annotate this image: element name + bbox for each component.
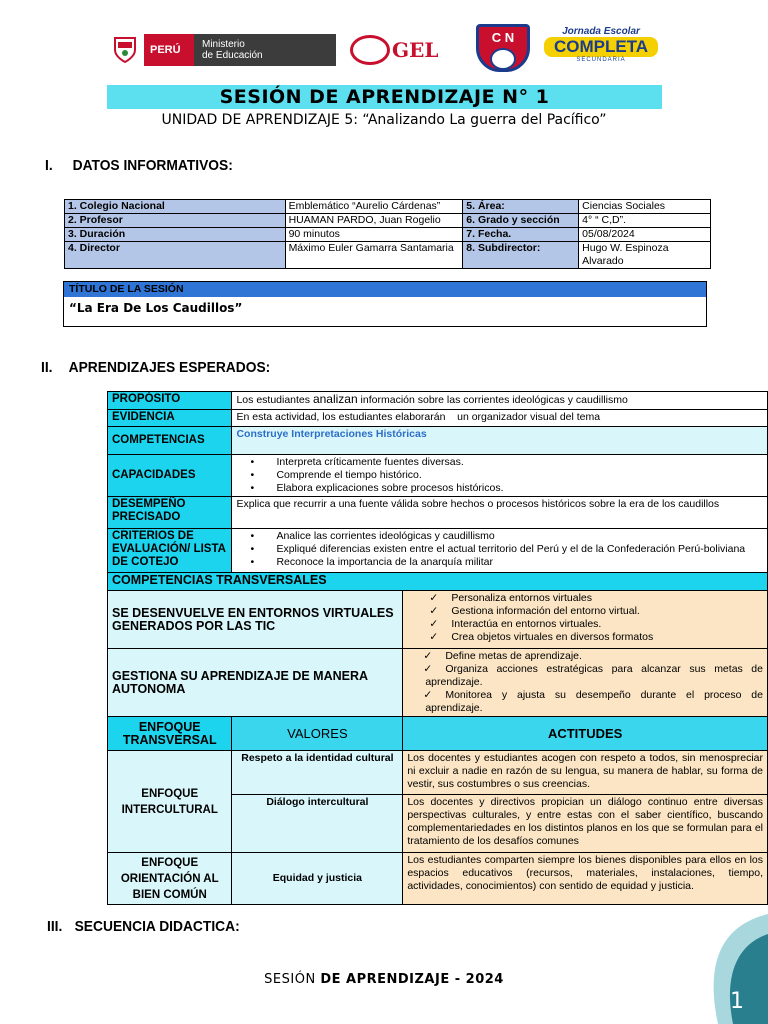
- list-item: • Reconoce la importancia de la anarquía militar: [256, 556, 763, 569]
- valor-cell: Equidad y justicia: [232, 853, 403, 905]
- table-row: [108, 497, 768, 529]
- criterios-list: [236, 530, 763, 569]
- section-number: III.: [47, 918, 63, 935]
- jec-sub-label: SECUNDARIA: [576, 57, 626, 63]
- datos-label: 3. Duración: [65, 228, 286, 242]
- actitud-cell: Los estudiantes comparten siempre los bienes disponibles para ellos en los espacios educativos (recursos, materiales, instalaciones, tiempo, actividades, conocimientos) con sentido de equidad y justicia.: [403, 853, 768, 905]
- cn-emblem-icon: [490, 48, 516, 70]
- capacidades-label: CAPACIDADES: [108, 455, 232, 497]
- datos-value: 4° “ C,D”.: [579, 214, 711, 228]
- datos-label: 8. Subdirector:: [463, 242, 579, 269]
- proposito-pre: Los estudiantes: [236, 394, 313, 406]
- criterios-list-cell: [232, 529, 768, 573]
- table-row: [108, 717, 768, 751]
- section-title: DATOS INFORMATIVOS:: [72, 157, 233, 174]
- unidad-subtitle: UNIDAD DE APRENDIZAJE 5: “Analizando La guerra del Pacífico”: [161, 112, 607, 128]
- datos-label: 4. Director: [65, 242, 286, 269]
- list-item: ✓ Interactúa en entornos virtuales.: [431, 618, 763, 631]
- proposito-value: [232, 392, 768, 410]
- tic-list-cell: [403, 591, 768, 649]
- enfoque-bien-comun-label: ENFOQUE ORIENTACIÓN AL BIEN COMÚN: [108, 853, 232, 905]
- table-row: [108, 573, 768, 591]
- titulo-sesion-label: TÍTULO DE LA SESIÓN: [64, 282, 706, 297]
- transversales-header: COMPETENCIAS TRANSVERSALES: [108, 573, 768, 591]
- table-row: [65, 242, 711, 269]
- list-item: • Analice las corrientes ideológicas y caudillismo: [256, 530, 763, 543]
- list-item: ✓ Gestiona información del entorno virtual.: [431, 605, 763, 618]
- table-row: [108, 392, 768, 410]
- datos-value: Hugo W. Espinoza Alvarado: [579, 242, 711, 269]
- competencias-value: Construye Interpretaciones Históricas: [232, 427, 768, 455]
- table-row: [108, 427, 768, 455]
- actitudes-header: ACTITUDES: [403, 717, 768, 751]
- datos-label: 7. Fecha.: [463, 228, 579, 242]
- titulo-sesion-value: “La Era De Los Caudillos”: [69, 301, 243, 315]
- gestiona-competencia-label: GESTIONA SU APRENDIZAJE DE MANERA AUTONOMA: [108, 649, 403, 717]
- list-item: ✓ Organiza acciones estratégicas para alcanzar sus metas de aprendizaje.: [425, 663, 763, 689]
- section-heading-datos: [45, 157, 233, 174]
- proposito-verb: analizan: [312, 392, 358, 406]
- ugel-ring-icon: [350, 35, 390, 65]
- jec-logo: [544, 26, 658, 70]
- header-logos: [106, 24, 666, 72]
- list-item: ✓ Crea objetos virtuales en diversos formatos: [431, 631, 763, 644]
- ministerio-label: Ministerio de Educación: [194, 34, 336, 66]
- valor-cell: Respeto a la identidad cultural: [232, 751, 403, 795]
- cn-label: C N: [491, 30, 515, 45]
- valor-cell: Diálogo intercultural: [232, 795, 403, 853]
- list-item: • Comprende el tiempo histórico.: [256, 469, 763, 482]
- enfoque-intercultural-label: ENFOQUE INTERCULTURAL: [108, 751, 232, 853]
- table-row: [108, 410, 768, 427]
- datos-label: 6. Grado y sección: [463, 214, 579, 228]
- datos-value: HUAMAN PARDO, Juan Rogelio: [285, 214, 463, 228]
- tic-competencia-label: SE DESENVUELVE EN ENTORNOS VIRTUALES GENERADOS POR LAS TIC: [108, 591, 403, 649]
- enfoque-header: ENFOQUE TRANSVERSAL: [108, 717, 232, 751]
- table-row: [65, 228, 711, 242]
- capacidades-list-cell: [232, 455, 768, 497]
- valores-header: VALORES: [232, 717, 403, 751]
- proposito-post: información sobre las corrientes ideológicas y caudillismo: [357, 394, 628, 406]
- datos-label: 2. Profesor: [65, 214, 286, 228]
- actitud-cell: Los docentes y estudiantes acogen con respeto a todos, sin menospreciar ni excluir a nadie en razón de su lengua, su manera de hablar, su forma de vestir, sus costumbres o sus creencias.: [403, 751, 768, 795]
- table-row: [108, 853, 768, 905]
- gestiona-list: [407, 650, 763, 715]
- list-item: • Expliqué diferencias existen entre el actual territorio del Perú y el de la Confederación Perú-boliviana: [256, 543, 763, 556]
- section-number: I.: [45, 157, 53, 174]
- datos-informativos-table: [64, 199, 711, 269]
- session-title: SESIÓN DE APRENDIZAJE N° 1: [107, 85, 662, 109]
- ugel-label: GEL: [392, 38, 439, 62]
- minedu-logo: [106, 34, 336, 66]
- aprendizajes-table: [107, 391, 768, 905]
- datos-label: 5. Área:: [463, 200, 579, 214]
- ugel-logo: [350, 34, 450, 66]
- datos-value: Emblemático “Aurelio Cárdenas”: [285, 200, 463, 214]
- list-item: ✓ Monitorea y ajusta su desempeño durante el proceso de aprendizaje.: [425, 689, 763, 715]
- competencias-label: COMPETENCIAS: [108, 427, 232, 455]
- evidencia-value: En esta actividad, los estudiantes elaborarán un organizador visual del tema: [232, 410, 768, 427]
- table-row: [108, 649, 768, 717]
- section-heading-secuencia: [47, 918, 240, 935]
- table-row: [108, 751, 768, 795]
- jec-top-label: Jornada Escolar: [562, 26, 640, 37]
- proposito-label: PROPÓSITO: [108, 392, 232, 410]
- table-row: [65, 214, 711, 228]
- list-item: ✓ Personaliza entornos virtuales: [431, 592, 763, 605]
- evidencia-label: EVIDENCIA: [108, 410, 232, 427]
- datos-value: 05/08/2024: [579, 228, 711, 242]
- desempeno-label: DESEMPEÑO PRECISADO: [108, 497, 232, 529]
- table-row: [108, 455, 768, 497]
- titulo-sesion-box: [63, 281, 707, 327]
- datos-value: Máximo Euler Gamarra Santamaria: [285, 242, 463, 269]
- section-number: II.: [41, 359, 53, 376]
- datos-value: Ciencias Sociales: [579, 200, 711, 214]
- table-row: [65, 200, 711, 214]
- cn-shield-logo: [476, 24, 530, 72]
- section-heading-aprendizajes: [41, 359, 270, 376]
- peru-label: PERÚ: [144, 34, 194, 66]
- tic-list: [407, 592, 763, 644]
- page-corner-swoosh: [688, 914, 768, 1024]
- list-item: ✓ Define metas de aprendizaje.: [425, 650, 763, 663]
- page-footer: [0, 972, 768, 987]
- criterios-label: CRITERIOS DE EVALUACIÓN/ LISTA DE COTEJO: [108, 529, 232, 573]
- desempeno-value: Explica que recurrir a una fuente válida sobre hechos o procesos históricos sobre la era de los caudillos: [232, 497, 768, 529]
- peru-shield-icon: [106, 34, 144, 66]
- table-row: [108, 529, 768, 573]
- footer-bold: DE APRENDIZAJE - 2024: [320, 972, 504, 987]
- gestiona-list-cell: [403, 649, 768, 717]
- datos-value: 90 minutos: [285, 228, 463, 242]
- jec-main-label: COMPLETA: [544, 37, 658, 57]
- datos-label: 1. Colegio Nacional: [65, 200, 286, 214]
- section-title: APRENDIZAJES ESPERADOS:: [68, 359, 271, 376]
- page-number: 1: [730, 989, 744, 1014]
- section-title: SECUENCIA DIDACTICA:: [74, 918, 240, 935]
- list-item: • Interpreta críticamente fuentes diversas.: [256, 456, 763, 469]
- table-row: [108, 591, 768, 649]
- list-item: • Elabora explicaciones sobre procesos históricos.: [256, 482, 763, 495]
- footer-pre: SESIÓN: [264, 972, 321, 987]
- capacidades-list: [236, 456, 763, 495]
- actitud-cell: Los docentes y directivos propician un diálogo continuo entre diversas perspectivas culturales, y entre estas con el saber científico, buscando complementariedades en los distintos planos en los que se formulan para el tratamiento de los desafíos comunes: [403, 795, 768, 853]
